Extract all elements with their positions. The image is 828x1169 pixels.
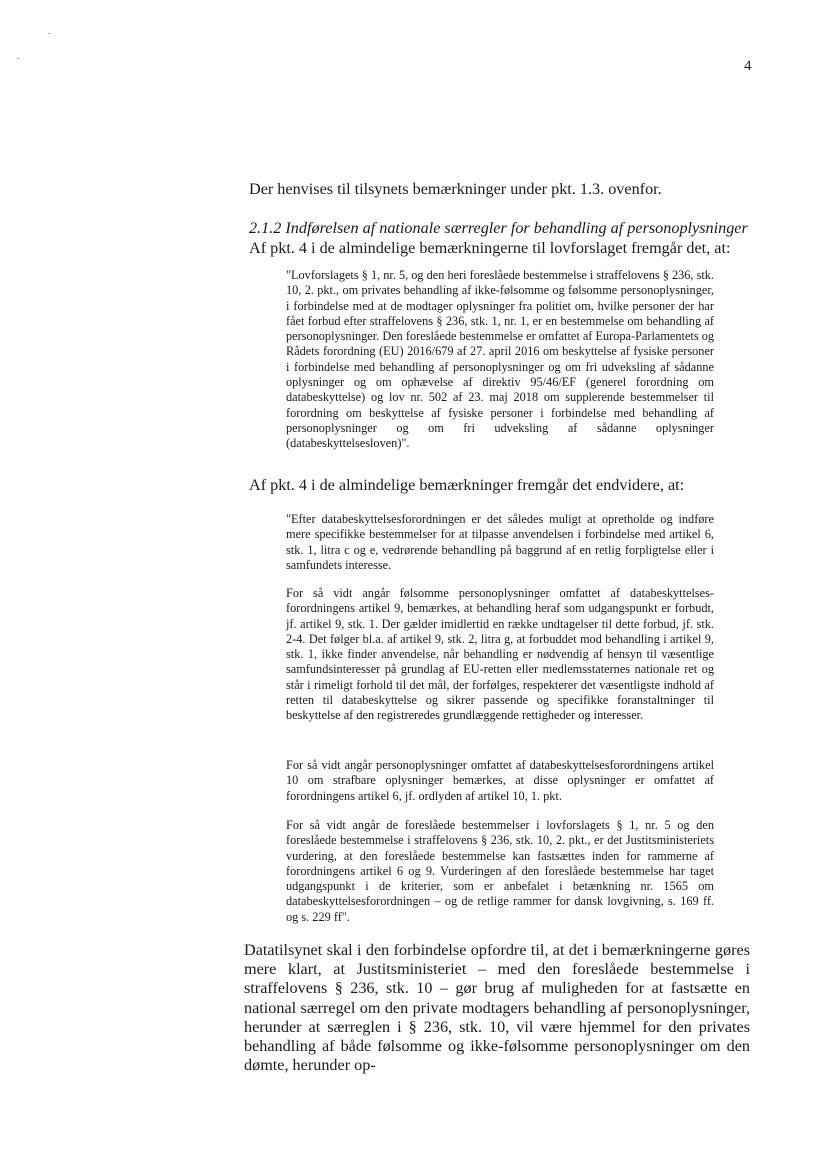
reference-paragraph: Der henvises til tilsynets bemærkninger under pkt. 1.3. ovenfor. [249,180,662,198]
page-number: 4 [744,58,752,74]
scan-speck [48,33,50,34]
quote-2-paragraph-1: "Efter databeskyttelsesforordningen er det således muligt at opretholde og indføre mere specifikke bestemmelser for at tilpasse anvendelsen i forbindelse med artikel 6, stk. 1, litra c og e, vedrørende behandling på baggrund af en retlig forpligtelse eller i samfundets interesse. [286,512,714,572]
intro-paragraph-1: Af pkt. 4 i de almindelige bemærkningerne til lovforslaget fremgår det, at: [249,239,731,257]
quote-block-1: "Lovforslagets § 1, nr. 5, og den heri foreslåede bestemmelse i straffelovens § 236, stk. 10, 2. pkt., om privates behandling af ikke-følsomme og følsomme personoplysninger, i forbindelse med at de modtager oplysninger fra politiet om, hvilke personer der har fået forbud efter straffelovens § 236, stk. 1, nr. 1, er en bestemmelse om behandling af personoplysninger. Den foreslåede bestemmelse er omfattet af Europa-Parlamentets og Rådets forordning (EU) 2016/679 af 27. april 2016 om beskyttelse af fysiske personer i forbindelse med behandling af personoplysninger og om fri udveksling af sådanne oplysninger og om ophævelse af direktiv 95/46/EF (generel forordning om databeskyttelse) og lov nr. 502 af 23. maj 2018 om supplerende bestemmelser til forordning om beskyttelse af fysiske personer i forbindelse med behandling af personoplysninger og om fri udveksling af sådanne oplysninger (databeskyttelsesloven)". [286,268,714,451]
quote-2-paragraph-4: For så vidt angår de foreslåede bestemmelser i lovforslagets § 1, nr. 5 og den foreslåede bestemmelse i straffelovens § 236, stk. 10, 2. pkt., er det Justitsministeriets vurdering, at den foreslåede bestemmelse kan fastsættes inden for rammerne af forordningens artikel 6 og 9. Vurderingen af den foreslåede bestemmelse har taget udgangspunkt i de kriterier, som er anbefalet i betænkning nr. 1565 om databeskyttelsesforordningen – og de retlige rammer for dansk lovgivning, s. 169 ff. og s. 229 ff". [286,818,714,924]
quote-2-paragraph-3: For så vidt angår personoplysninger omfattet af databeskyttelsesforordningens artikel 10 om strafbare oplysninger bemærkes, at disse oplysninger er omfattet af forordningens artikel 6, jf. ordlyden af artikel 10, 1. pkt. [286,758,714,803]
quote-2-paragraph-2: For så vidt angår følsomme personoplysninger omfattet af databeskyttelses-forordningens artikel 9, bemærkes, at behandling heraf som udgangspunkt er forbudt, jf. artikel 9, stk. 1. Der gælder imidlertid en række undtagelser til dette forbud, jf. stk. 2-4. Det følger bl.a. af artikel 9, stk. 2, litra g, at forbuddet mod behandling i artikel 9, stk. 1, ikke finder anvendelse, når behandling er nødvendig af hensyn til væsentlige samfundsinteresser på grundlag af EU-retten eller medlemsstaternes nationale ret og står i rimeligt forhold til det mål, der forfølges, respekterer det væsentligste indhold af retten til databeskyttelse og sikrer passende og specifikke foranstaltninger til beskyttelse af den registreredes grundlæggende rettigheder og interesser. [286,586,714,723]
closing-paragraph: Datatilsynet skal i den forbindelse opfordre til, at det i bemærkningerne gøres mere klart, at Justitsministeriet – med den foreslåede bestemmelse i straffelovens § 236, stk. 10 – gør brug af muligheden for at fastsætte en national særregel om den private modtagers behandling af personoplysninger, herunder at særreglen i § 236, stk. 10, vil være hjemmel for den privates behandling af både følsomme og ikke-følsomme personoplysninger om den dømte, herunder op- [244,941,750,1075]
intro-paragraph-2: Af pkt. 4 i de almindelige bemærkninger fremgår det endvidere, at: [249,476,685,494]
section-heading: 2.1.2 Indførelsen af nationale særregler for behandling af personoplysninger [249,219,748,237]
scan-speck [17,58,19,59]
